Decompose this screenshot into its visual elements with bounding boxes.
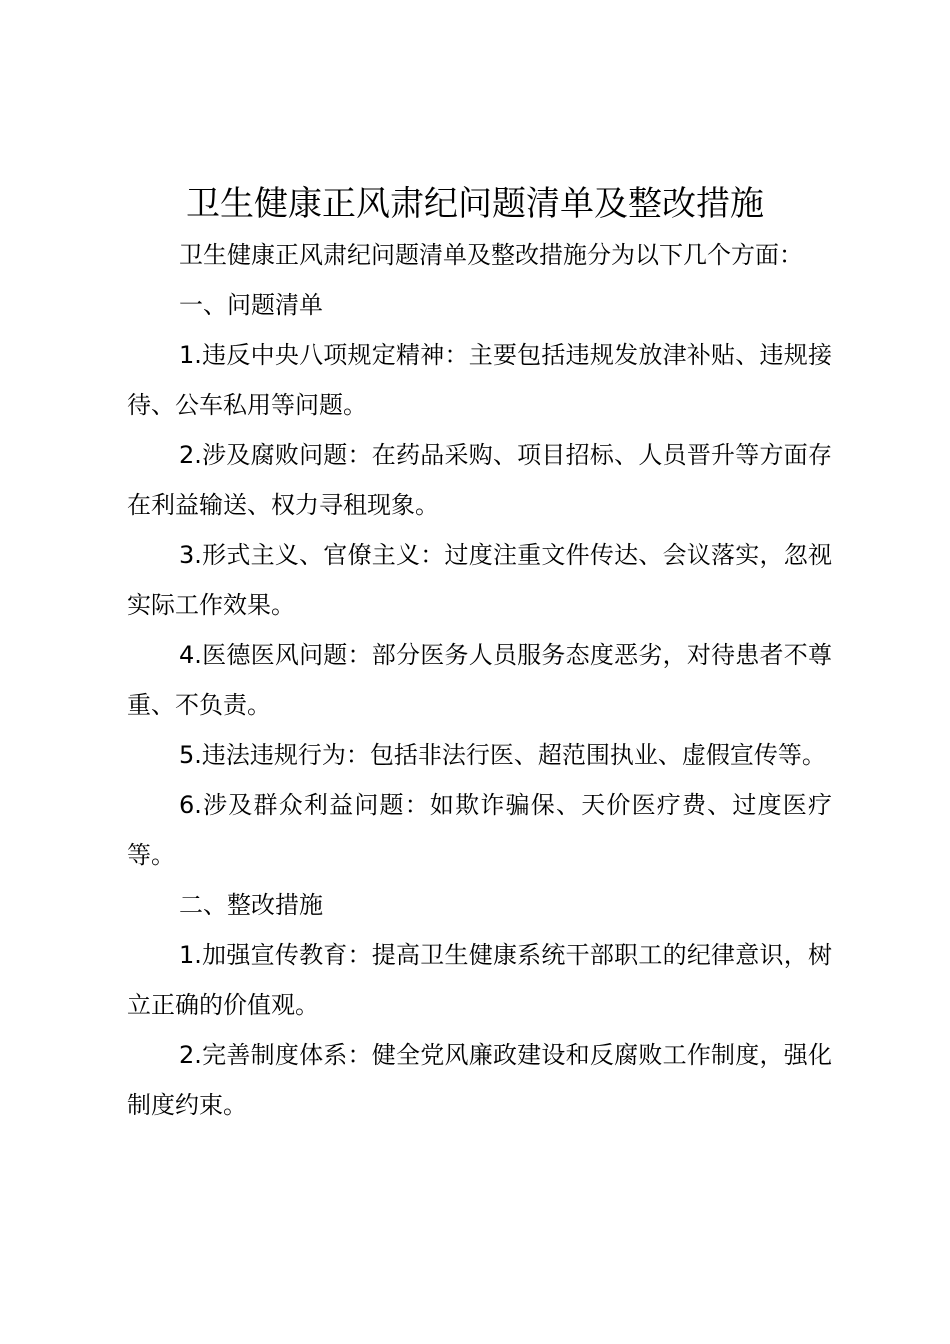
problem-item: 2.涉及腐败问题：在药品采购、项目招标、人员晋升等方面存在利益输送、权力寻租现象。 bbox=[127, 441, 832, 519]
document-body bbox=[127, 230, 832, 1130]
section-heading-problems: 一、问题清单 bbox=[179, 291, 323, 319]
problem-item: 6.涉及群众利益问题：如欺诈骗保、天价医疗费、过度医疗等。 bbox=[127, 791, 832, 869]
measure-item: 1.加强宣传教育：提高卫生健康系统干部职工的纪律意识，树立正确的价值观。 bbox=[127, 941, 832, 1019]
document-title: 卫生健康正风肃纪问题清单及整改措施 bbox=[186, 184, 764, 224]
problem-item: 3.形式主义、官僚主义：过度注重文件传达、会议落实，忽视实际工作效果。 bbox=[127, 541, 832, 619]
intro-paragraph: 卫生健康正风肃纪问题清单及整改措施分为以下几个方面： bbox=[179, 241, 803, 269]
problem-item: 5.违法违规行为：包括非法行医、超范围执业、虚假宣传等。 bbox=[179, 741, 826, 769]
problem-item: 1.违反中央八项规定精神：主要包括违规发放津补贴、违规接待、公车私用等问题。 bbox=[127, 341, 832, 419]
problem-item: 4.医德医风问题：部分医务人员服务态度恶劣，对待患者不尊重、不负责。 bbox=[127, 641, 832, 719]
measure-item: 2.完善制度体系：健全党风廉政建设和反腐败工作制度，强化制度约束。 bbox=[127, 1041, 832, 1119]
section-heading-measures: 二、整改措施 bbox=[179, 891, 323, 919]
